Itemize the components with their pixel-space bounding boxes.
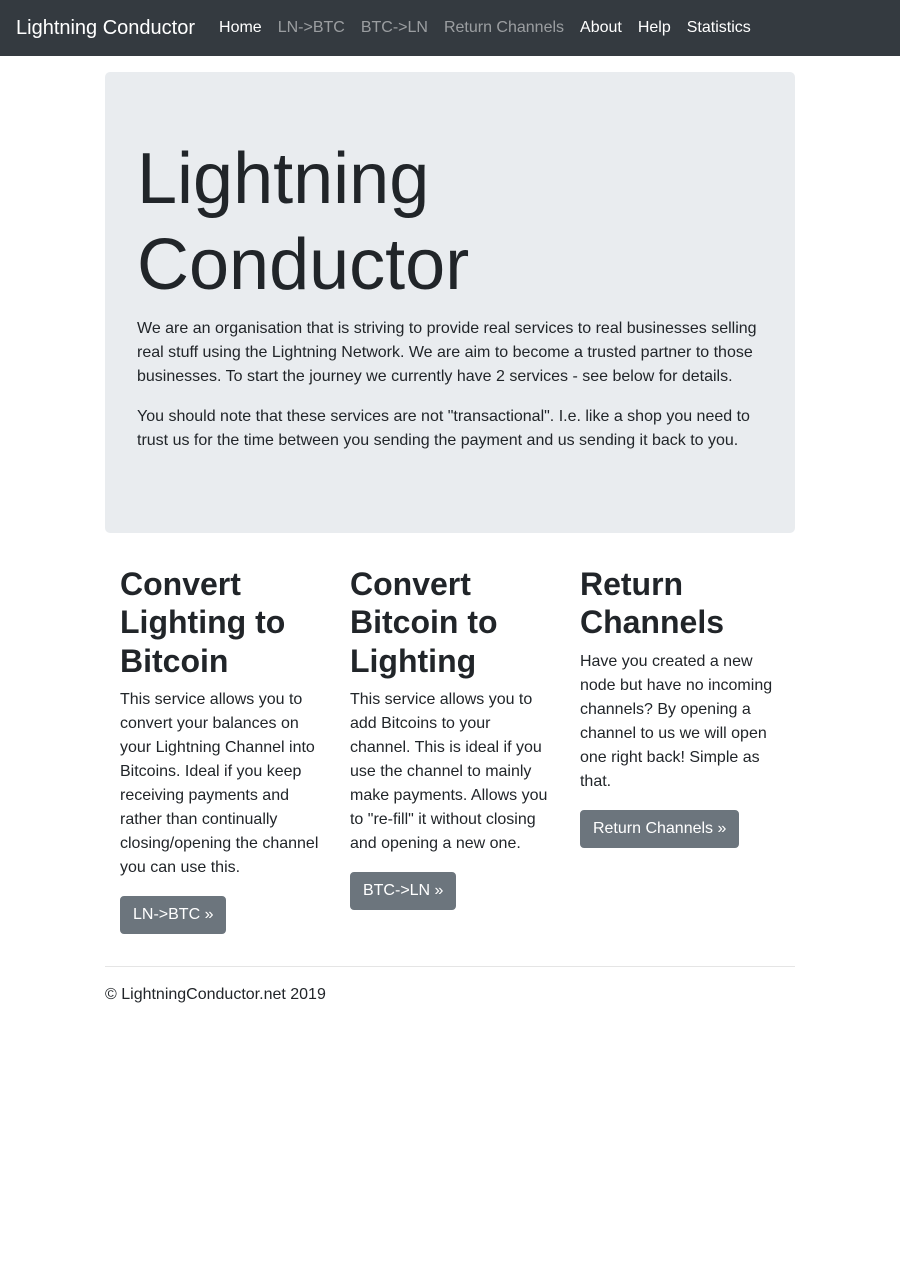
nav-menu bbox=[211, 8, 759, 48]
nav-item bbox=[211, 8, 270, 48]
nav-item bbox=[270, 8, 353, 48]
copyright-text: © LightningConductor.net 2019 bbox=[105, 985, 326, 1003]
brand-link[interactable]: Lightning Conductor bbox=[16, 17, 196, 39]
service-description: Have you created a new node but have no incoming channels? By opening a channel to us we will open one right back! Simple as that. bbox=[579, 652, 773, 790]
hero-paragraph: You should note that these services are not "transactional". I.e. like a shop you need to trust us for the time between you sending the payment and us sending it back to you. bbox=[137, 407, 750, 449]
footer bbox=[105, 966, 795, 1007]
nav-link-help[interactable]: Help bbox=[637, 19, 671, 36]
navbar bbox=[0, 0, 900, 56]
nav-item bbox=[436, 8, 572, 48]
service-description: This service allows you to convert your balances on your Lightning Channel into Bitcoins. Ideal if you keep receiving payments and rather than continually closing/opening the channel you can use this. bbox=[120, 690, 319, 876]
nav-link-about[interactable]: About bbox=[580, 19, 622, 36]
service-title: Convert Lighting to Bitcoin bbox=[120, 565, 286, 679]
service-button-return-channels[interactable]: Return Channels » bbox=[580, 810, 739, 848]
service-title: Return Channels bbox=[579, 565, 724, 641]
nav-link-home[interactable]: Home bbox=[219, 19, 262, 36]
hero-paragraph: We are an organisation that is striving to provide real services to real businesses selling real stuff using the Lightning Network. We are aim to become a trusted partner to those businesses. To start the journey we currently have 2 services - see below for details. bbox=[137, 319, 757, 385]
nav-item bbox=[679, 8, 759, 48]
service-card-convert-bitcoin-to-lighting bbox=[335, 565, 565, 910]
hero-paragraphs bbox=[137, 317, 763, 453]
service-title: Convert Bitcoin to Lighting bbox=[349, 565, 498, 679]
service-card-convert-lighting-to-bitcoin bbox=[105, 565, 335, 934]
service-card-return-channels bbox=[565, 565, 795, 848]
footer-divider bbox=[105, 966, 795, 967]
hero-title: Lightning Conductor bbox=[137, 139, 470, 306]
service-button-convert-lighting-to-bitcoin[interactable]: LN->BTC » bbox=[120, 896, 226, 934]
jumbotron bbox=[105, 72, 795, 533]
nav-item bbox=[572, 8, 630, 48]
main-content bbox=[90, 72, 810, 1007]
nav-item bbox=[630, 8, 679, 48]
nav-link-ln-btc[interactable]: LN->BTC bbox=[277, 19, 345, 36]
nav-item bbox=[353, 8, 436, 48]
service-description: This service allows you to add Bitcoins to your channel. This is ideal if you use the channel to mainly make payments. Allows you to "re-fill" it without closing and opening a new one. bbox=[349, 690, 548, 852]
nav-link-btc-ln[interactable]: BTC->LN bbox=[360, 19, 428, 36]
services-row bbox=[105, 565, 795, 934]
service-button-convert-bitcoin-to-lighting[interactable]: BTC->LN » bbox=[350, 872, 456, 910]
nav-link-return-channels[interactable]: Return Channels bbox=[443, 19, 565, 36]
nav-link-statistics[interactable]: Statistics bbox=[686, 19, 751, 36]
